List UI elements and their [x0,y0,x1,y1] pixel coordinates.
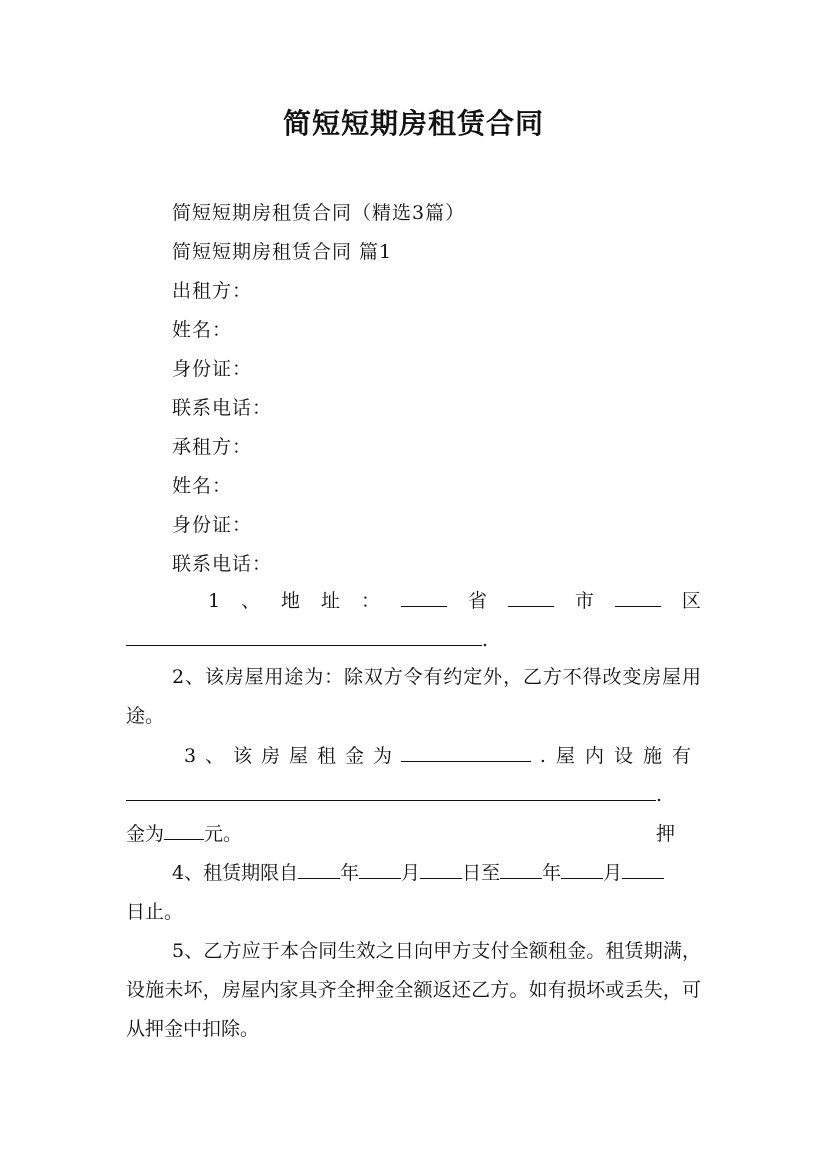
clause-3-part: 该 [233,745,253,767]
clause-3-part: 房 [261,745,281,767]
start-day-blank [420,858,462,879]
clause-1-part: 省 [467,590,487,612]
lessee-phone-field: 联系电话： [172,553,273,575]
clause-4-line-2: 日止。 [126,901,184,923]
clause-4-line-1 [126,854,701,893]
lessee-name-field: 姓名： [172,475,233,497]
clause-5: 5、乙方应于本合同生效之日向甲方支付全额租金。租赁期满，设施未坏，房屋内家具齐全押金全额返还乙方。如有损坏或丢失，可从押金中扣除。 [126,940,701,1040]
facilities-blank [126,780,656,801]
year-label: 年 [542,862,562,884]
clause-3-line-1 [126,737,701,776]
clause-1-part: 地 [281,590,301,612]
start-month-blank [359,858,401,879]
province-blank [401,586,447,607]
clause-1-part: 区 [681,590,701,612]
clause-3-tail: .押 [656,784,686,845]
clause-3-part: 为 [372,745,392,767]
clause-3-part: 租 [317,745,337,767]
section-heading: 简短短期房租赁合同 篇1 [172,241,393,263]
clause-1-line-2 [126,621,701,660]
end-month-blank [561,858,603,879]
deposit-blank [164,819,204,840]
clause-1-part: 市 [574,590,594,612]
clause-2: 2、该房屋用途为：除双方令有约定外，乙方不得改变房屋用途。 [126,666,701,727]
clause-3-line-3 [126,815,701,854]
month-label: 月 [603,862,623,884]
clause-3-part: 屋 [289,745,309,767]
start-year-blank [298,858,340,879]
lessor-label: 出租方： [172,280,253,302]
term-label: 4、租赁期限自 [172,862,299,884]
lessee-id-field: 身份证： [172,514,253,536]
day-to-label: 日至 [462,862,501,884]
lessor-id-field: 身份证： [172,358,253,380]
clause-3-part: 金 [344,745,364,767]
city-blank [508,586,554,607]
clause-1-part: 址 [321,590,341,612]
district-blank [615,586,661,607]
clause-1-part: 1 [208,590,221,612]
address-blank [126,625,482,646]
month-label: 月 [401,862,421,884]
subtitle: 简短短期房租赁合同（精选3篇） [172,202,466,224]
deposit-unit: 元。 [204,823,243,845]
clause-1-part: ： [361,590,381,612]
lessee-label: 承租方： [172,436,253,458]
clause-3-part: 3 [184,745,197,767]
clause-1-end: . [482,629,489,651]
rent-blank [401,741,531,762]
end-day-blank [622,858,664,879]
deposit-label: 金为 [126,823,165,845]
clause-3-part: 、 [205,745,225,767]
clause-3-facilities: .屋内设施有 [539,745,701,767]
end-year-blank [500,858,542,879]
clause-1-part: 、 [241,590,261,612]
year-label: 年 [340,862,360,884]
lessor-phone-field: 联系电话： [172,397,273,419]
clause-1-line-1 [126,582,701,621]
document-title: 简短短期房租赁合同 [282,107,544,140]
lessor-name-field: 姓名： [172,319,233,341]
